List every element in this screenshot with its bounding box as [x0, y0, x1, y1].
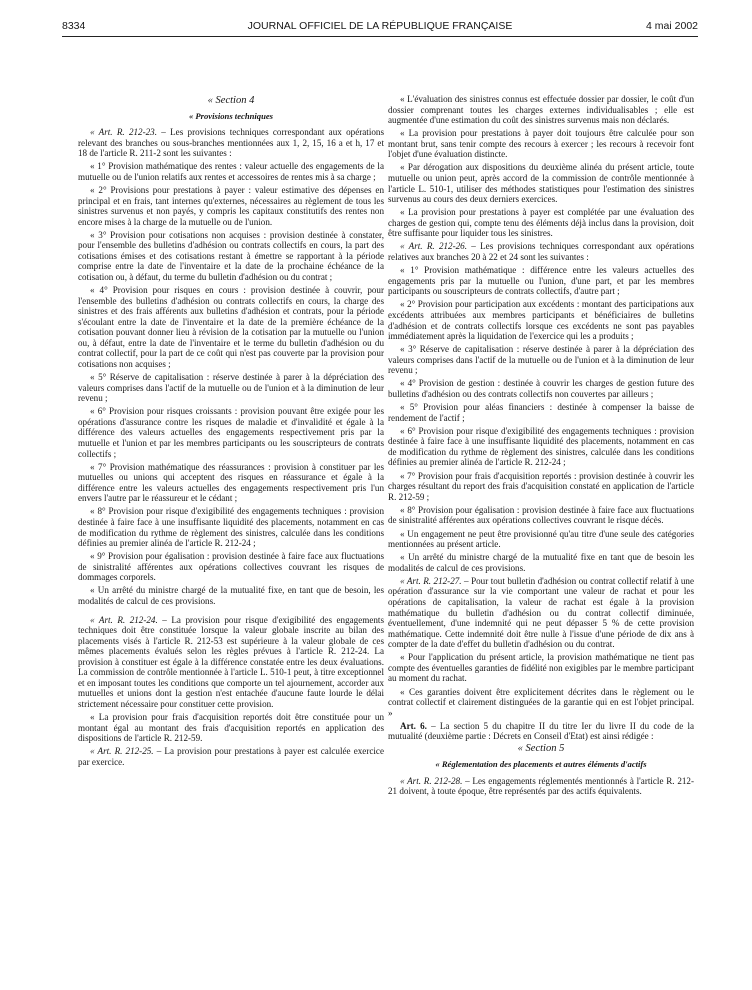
paragraph: « 6° Provision pour risques croissants : provision pouvant être exigée pour les opérations d'assurance contre les risques de maladie et d'invalidité et égale à la différence des valeurs actuelles des engagements respectivement pris par la mutuelle et l'union et par les membres participants ou les souscripteurs de contrats collectifs ;: [78, 406, 384, 459]
paragraph: « 2° Provisions pour prestations à payer : valeur estimative des dépenses en principal et en frais, tant internes qu'externes, nécessaires au règlement de tous les sinistres survenus et non payés, y compris les capitaux constitutifs des rentes non encore mises à la charge de la mutuelle ou de l'union.: [78, 185, 384, 227]
paragraph: « 3° Réserve de capitalisation : réserve destinée à parer à la dépréciation des valeurs comprises dans l'actif de la mutuelle ou de l'union et à la diminution de leur revenu ;: [388, 344, 694, 376]
article-text: – Les provisions techniques correspondant aux opérations relevant des branches ou sous-branches mentionnées aux 1, 2, 15, 16 a et h, 17 et 18 de l'article R. 211-2 sont les suivantes :: [78, 127, 384, 159]
article-r212-24: [78, 615, 384, 710]
section-4-title: « Section 4: [207, 95, 255, 106]
header-rule: [62, 36, 698, 37]
paragraph: « La provision pour frais d'acquisition reportés doit être constituée pour un montant égal au montant des frais d'acquisition reportés en application des dispositions de l'article R. 212-59.: [78, 712, 384, 744]
paragraph: « La provision pour prestations à payer doit toujours être calculée pour son montant brut, sans tenir compte des recours à exercer ; les recours à recevoir font l'objet d'une évaluation distincte.: [388, 128, 694, 160]
article-r212-28: [388, 776, 694, 797]
paragraph: « 1° Provision mathématique : différence entre les valeurs actuelles des engagements pris par la mutuelle ou l'union, d'une part, et par les membres participants ou souscripteurs de contrats collectifs, d'autre part ;: [388, 265, 694, 297]
paragraph: « Un arrêté du ministre chargé de la mutualité fixe en tant que de besoin les modalités de calcul de ces provisions.: [388, 552, 694, 573]
article-r212-27: [388, 576, 694, 650]
section-5-title: « Section 5: [517, 743, 565, 755]
article-6: [388, 721, 694, 742]
section-4-subtitle: « Provisions techniques: [188, 110, 274, 121]
paragraph: « 5° Réserve de capitalisation : réserve destinée à parer à la dépréciation des valeurs comprises dans l'actif de la mutuelle ou de l'union et à la diminution de leur revenu ;: [78, 372, 384, 404]
paragraph: « Un arrêté du ministre chargé de la mutualité fixe, en tant que de besoin, les modalités de calcul de ces provisions.: [78, 585, 384, 606]
paragraph: « Un engagement ne peut être provisionné qu'au titre d'une seule des catégories mentionnées au présent article.: [388, 528, 694, 550]
paragraph: « 5° Provision pour aléas financiers : destinée à compenser la baisse de rendement de l'actif ;: [388, 402, 694, 423]
article-text: – Pour tout bulletin d'adhésion ou contrat collectif relatif à une opération d'assurance sur la vie comportant une valeur de rachat et pour les opérations de capitalisation, la valeur de rachat est égale à la provision mathématique du bulletin d'adhésion ou du contrat collectif diminuée, éventuellement, d'une indemnité qui ne peut dépasser 5 % de cette provision mathématique. Cette indemnité doit être nulle à l'issue d'une période de dix ans à compter de la date d'effet du bulletin d'adhésion ou du contrat.: [388, 575, 694, 650]
article-text: – La provision pour risque d'exigibilité des engagements techniques doit être constituée lorsque la valeur globale inscrite au bilan des placements visés à l'article R. 212-53 est supérieure à la valeur globale de ces mêmes placements évalués selon les règles prévues à l'article R. 212-24. La provision à constituer est égale à la différence constatée entre les deux évaluations. La commission de contrôle mentionnée à l'article L. 510-1 peut, à titre exceptionnel et en imposant toutes les conditions que comporte un tel ajournement, accorder aux mutuelles et unions dont la gestion n'est entachée d'aucune faute lourde le délai strictement nécessaire pour constituer cette provision.: [78, 614, 384, 709]
article-r212-23: [78, 127, 384, 159]
paragraph: « 8° Provision pour égalisation : provision destinée à faire face aux fluctuations de sinistralité afférentes aux opérations collectives couvrant le risque décès.: [388, 504, 694, 526]
paragraph: « 2° Provision pour participation aux excédents : montant des participations aux excédents attribuées aux membres participants et bénéficiaires de bulletins d'adhésion et de contrats collectifs lorsque ces excédents ne sont pas payables immédiatement après la liquidation de l'exercice qui les a produits ;: [388, 299, 694, 342]
left-column: [78, 96, 384, 770]
paragraph: « 8° Provision pour risque d'exigibilité des engagements techniques : provision destinée à faire face à une insuffisante liquidité des placements, notamment en cas de modification du rythme de règlement des sinistres, calculée dans les conditions définies au premier alinéa de l'article R. 212-24 ;: [78, 506, 384, 549]
article-ref: « Art. R. 212-25.: [90, 746, 154, 757]
paragraph: « 1° Provision mathématique des rentes : valeur actuelle des engagements de la mutuelle ou de l'union relatifs aux rentes et accessoires de rentes mis à sa charge ;: [78, 161, 384, 182]
journal-title: JOURNAL OFFICIEL DE LA RÉPUBLIQUE FRANÇAISE: [247, 20, 513, 32]
article-text: – La provision pour prestations à payer est calculée exercice par exercice.: [78, 746, 384, 767]
paragraph: « L'évaluation des sinistres connus est effectuée dossier par dossier, le coût d'un dossier comprenant toutes les charges externes individualisables ; elle est augmentée d'une estimation du coût des sinistres survenus mais non déclarés.: [388, 94, 694, 126]
section-5-subtitle: « Réglementation des placements et autres éléments d'actifs: [435, 759, 647, 769]
article-ref: « Art. R. 212-26.: [400, 241, 467, 252]
page-number: 8334: [62, 20, 86, 32]
article-r212-26: [388, 241, 694, 262]
paragraph: « La provision pour prestations à payer est complétée par une évaluation des charges de gestion qui, compte tenu des éléments déjà inclus dans la provision, doit être suffisante pour liquider tous les sinistres.: [388, 207, 694, 239]
paragraph: « 4° Provision de gestion : destinée à couvrir les charges de gestion future des bulletins d'adhésion ou des contrats collectifs non couvertes par ailleurs ;: [388, 378, 694, 399]
paragraph: « Pour l'application du présent article, la provision mathématique ne tient pas compte des éventuelles garanties de fidélité non exigibles par le membre participant au moment du rachat.: [388, 652, 694, 684]
paragraph: « 6° Provision pour risque d'exigibilité des engagements techniques : provision destinée à faire face à une insuffisante liquidité des placements, notamment en cas de modification du rythme de règlement des sinistres, calculée dans les conditions définies au premier alinéa de l'article R. 212-24 ;: [388, 425, 694, 468]
article-r212-25: [78, 746, 384, 767]
page-header: [62, 20, 698, 36]
paragraph: « 4° Provision pour risques en cours : provision destinée à couvrir, pour l'ensemble des bulletins d'adhésion ou contrats collectifs en cours, la charge des sinistres et des frais afférents aux bulletins d'adhésion et contrats, pour la période s'écoulant entre la date de l'inventaire et la date de la première échéance de la cotisation pouvant donner lieu à révision de la cotisation par la mutuelle ou l'union ou, à défaut, entre la date de l'inventaire et le terme du bulletin d'adhésion ou du contrat collectif, pour la part de ce coût qui n'est pas couverte par la provision pour cotisations non acquises ;: [78, 285, 384, 369]
paragraph: « 3° Provision pour cotisations non acquises : provision destinée à constater, pour l'ensemble des bulletins d'adhésion ou contrats collectifs en cours, la part des cotisations émises et des cotisations restant à émettre se rapportant à la période comprise entre la date de l'inventaire et la date de la prochaine échéance de la cotisation ou, à défaut, du terme du bulletin d'adhésion ou du contrat ;: [78, 229, 384, 282]
issue-date: 4 mai 2002: [646, 20, 698, 32]
article-ref: Art. 6.: [400, 720, 427, 731]
paragraph: « Par dérogation aux dispositions du deuxième alinéa du présent article, toute mutuelle ou union peut, après accord de la commission de contrôle mentionnée à l'article L. 510-1, utiliser des méthodes statistiques pour l'estimation des sinistres survenus au cours des deux derniers exercices.: [388, 162, 694, 205]
paragraph: « 7° Provision mathématique des réassurances : provision à constituer par les mutuelles ou unions qui acceptent des risques en réassurance et égale à la différence entre les valeurs actuelles des engagements respectivement pris l'un envers l'autre par le réassureur et le cédant ;: [78, 461, 384, 504]
article-text: – La section 5 du chapitre II du titre Ier du livre II du code de la mutualité (deuxième partie : Décrets en Conseil d'Etat) est ainsi rédigée :: [388, 720, 695, 742]
paragraph: « 9° Provision pour égalisation : provision destinée à faire face aux fluctuations de sinistralité afférentes aux opérations collectives couvrant les risques de dommages corporels.: [78, 551, 384, 583]
right-column: [388, 94, 694, 799]
article-ref: « Art. R. 212-28.: [400, 775, 463, 786]
article-ref: « Art. R. 212-27.: [400, 575, 462, 586]
article-ref: « Art. R. 212-23.: [90, 127, 157, 138]
article-ref: « Art. R. 212-24.: [90, 614, 158, 625]
paragraph: « 7° Provision pour frais d'acquisition reportés : provision destinée à couvrir les charges résultant du report des frais d'acquisition constaté en application de l'article R. 212-59 ;: [388, 470, 694, 502]
paragraph: « Ces garanties doivent être explicitement décrites dans le règlement ou le contrat collectif et clairement distinguées de la garantie qui en est l'objet principal. »: [388, 686, 694, 718]
article-text: – Les provisions techniques correspondant aux opérations relatives aux branches 20 à 22 et 24 sont les suivantes :: [388, 241, 694, 263]
article-text: – Les engagements réglementés mentionnés à l'article R. 212-21 doivent, à toute époque, être représentés par des actifs équivalents.: [388, 775, 694, 797]
